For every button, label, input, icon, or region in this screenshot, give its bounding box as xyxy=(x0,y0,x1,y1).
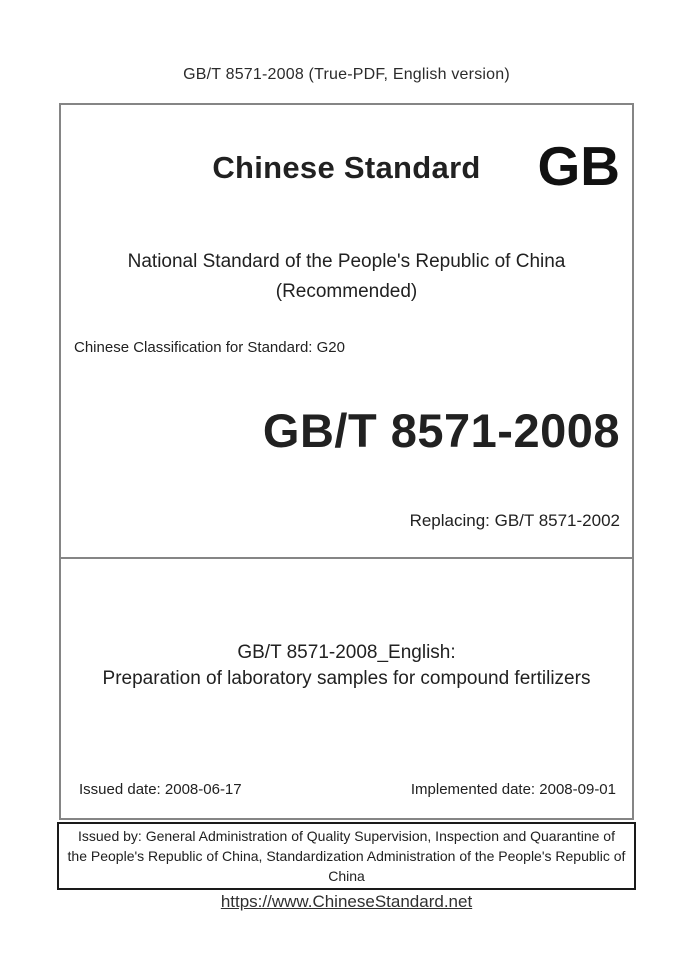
cover-main-box xyxy=(59,103,634,820)
implemented-date: Implemented date: 2008-09-01 xyxy=(410,781,616,798)
footer xyxy=(0,892,693,912)
classification-line: Chinese Classification for Standard: G20 xyxy=(74,339,345,356)
issuer-line-1: Issued by: General Administration of Quality Supervision, Inspection and Quarantine of xyxy=(78,828,615,844)
website-link[interactable]: https://www.ChineseStandard.net xyxy=(220,892,473,911)
gb-logo: GB xyxy=(537,135,620,197)
section-divider xyxy=(59,557,634,559)
recommended-line: (Recommended) xyxy=(275,281,418,302)
issuer-line-2: the People's Republic of China, Standardization Administration of the People's Republic of xyxy=(67,848,626,864)
standard-code-title: GB/T 8571-2008 xyxy=(262,404,620,457)
issued-date: Issued date: 2008-06-17 xyxy=(79,781,242,798)
dates-row xyxy=(79,781,616,799)
brand-title: Chinese Standard xyxy=(212,150,481,185)
replacing-note: Replacing: GB/T 8571-2002 xyxy=(409,511,620,530)
national-standard-line: National Standard of the People's Republic of China xyxy=(127,251,566,272)
english-title-line2: Preparation of laboratory samples for compound fertilizers xyxy=(102,668,591,689)
issuer-line-3: China xyxy=(328,868,365,884)
page-header-title: GB/T 8571-2008 (True-PDF, English version) xyxy=(183,66,510,83)
english-title-line1: GB/T 8571-2008_English: xyxy=(237,642,456,663)
issuer-box xyxy=(57,822,636,890)
